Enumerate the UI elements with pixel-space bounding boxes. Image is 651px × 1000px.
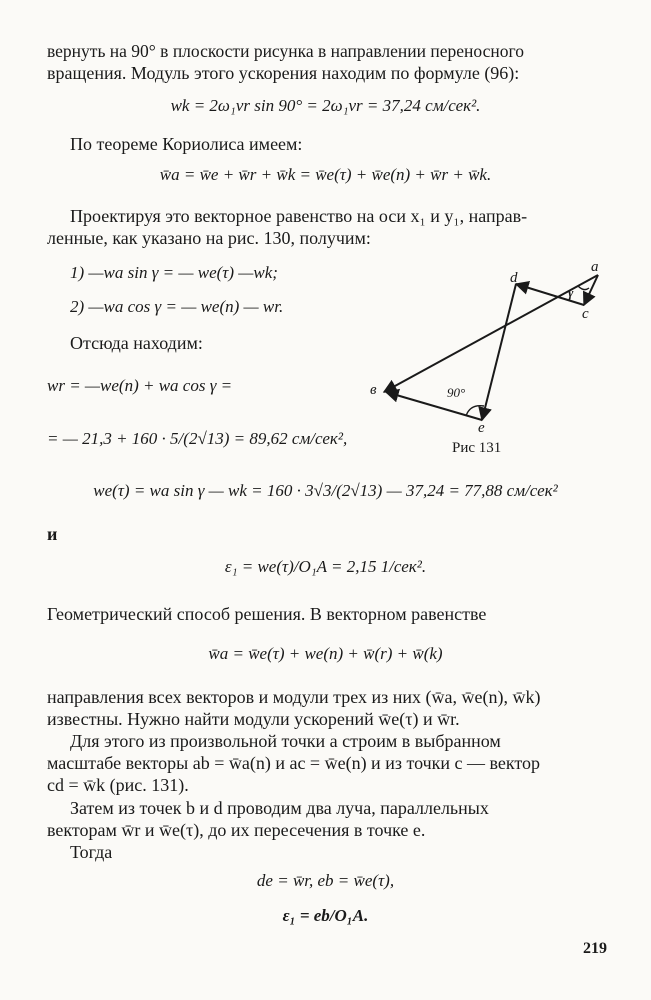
formula-projection-2: 2) —wa cos γ = — we(n) — wr. — [70, 297, 284, 316]
figure-label-gamma: γ — [568, 285, 574, 300]
text-line-12: масштабе векторы ab = w̄a(n) и ac = w̄e(n) и из точки c — вектор — [47, 753, 541, 773]
text-line-9: направления всех векторов и модули трех из них (w̄a, w̄e(n), w̄k) — [47, 687, 541, 707]
formula-epsilon-geom: ε₁ = eb/O₁A. — [282, 906, 369, 925]
right-angle-arc — [466, 406, 484, 416]
text-line-16: Тогда — [70, 842, 113, 862]
text-line-4: Проектируя это векторное равенство на оси x₁ и y₁, направ- — [70, 206, 528, 226]
text-line-15: векторам w̄r и w̄e(τ), до их пересечения в точке e. — [47, 820, 426, 840]
text-line-8: Геометрический способ решения. В векторном равенстве — [47, 604, 487, 624]
formula-we-tau: we(τ) = wa sin γ — wk = 160 · 3√3/(2√13) — 37,24 = 77,88 см/сек² — [93, 481, 558, 500]
formula-projection-1: 1) —wa sin γ = — we(τ) —wk; — [70, 263, 278, 282]
vector-de — [482, 284, 516, 420]
figure-label-e: e — [478, 420, 485, 436]
gamma-arc — [578, 286, 589, 290]
formula-coriolis-theorem: w̄a = w̄e + w̄r + w̄k = w̄e(τ) + w̄e(n) + w̄r + w̄k. — [159, 165, 492, 184]
text-line-14: Затем из точек b и d проводим два луча, параллельных — [70, 798, 489, 818]
formula-de-eb: de = w̄r, eb = w̄e(τ), — [256, 871, 395, 890]
figure-label-c: c — [582, 306, 589, 322]
vector-eb — [386, 392, 482, 420]
figure-label-d: d — [510, 270, 518, 286]
figure-caption: Рис 131 — [452, 440, 502, 456]
figure-label-angle: 90° — [447, 385, 466, 400]
text-line-10: известны. Нужно найти модули ускорений w̄e(τ) и w̄r. — [47, 709, 460, 729]
figure-label-a: a — [591, 259, 599, 275]
text-line-7: и — [47, 524, 58, 544]
text-line-3: По теореме Кориолиса имеем: — [70, 134, 303, 154]
figure-label-b: в — [370, 382, 377, 398]
text-line-5: ленные, как указано на рис. 130, получим: — [47, 228, 371, 248]
text-line-11: Для этого из произвольной точки a строим в выбранном — [70, 731, 501, 751]
vector-ab — [384, 275, 598, 392]
text-line-13: cd = w̄k (рис. 131). — [47, 775, 189, 795]
formula-vector-eq: w̄a = w̄e(τ) + we(n) + w̄(r) + w̄(k) — [208, 644, 443, 663]
text-line-2: вращения. Модуль этого ускорения находим по формуле (96): — [47, 63, 520, 83]
formula-wr: wr = —we(n) + wa cos γ = — [47, 376, 233, 395]
text-line-6: Отсюда находим: — [70, 333, 203, 353]
page-number: 219 — [583, 940, 607, 957]
formula-coriolis-acc: wk = 2ω₁vr sin 90° = 2ω₁vr = 37,24 см/сек². — [170, 96, 481, 115]
text-line-1: вернуть на 90° в плоскости рисунка в направлении переносного — [47, 41, 524, 61]
formula-epsilon: ε₁ = we(τ)/O₁A = 2,15 1/сек². — [224, 557, 427, 576]
formula-wr-value: = — 21,3 + 160 · 5/(2√13) = 89,62 см/сек², — [47, 429, 348, 448]
